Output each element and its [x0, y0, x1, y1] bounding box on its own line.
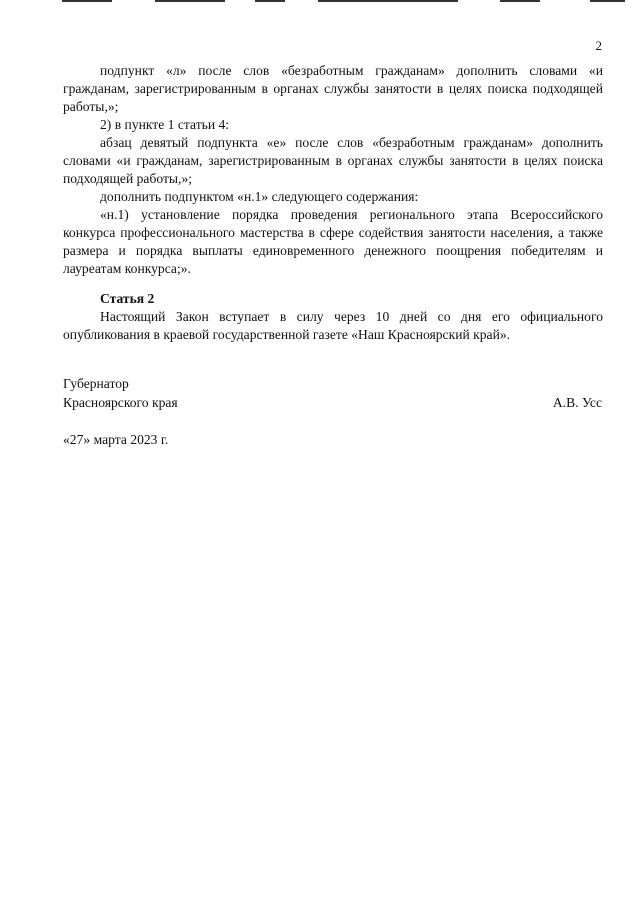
- signature-title-line: Красноярского края: [63, 395, 178, 410]
- article-heading: Статья 2: [100, 291, 155, 306]
- paragraph: подпункт «л» после слов «безработным гражданам» дополнить словами «и гражданам, зарегистрированным в органах службы занятости в целях поиска подходящей работы,»;: [63, 63, 603, 114]
- page-number: 2: [595, 38, 602, 53]
- scan-line: [62, 0, 112, 2]
- paragraph: абзац девятый подпункта «е» после слов «безработным гражданам» дополнить словами «и гражданам, зарегистрированным в органах службы занятости в целях поиска подходящей работы,»;: [63, 135, 603, 186]
- signature-title: [63, 374, 178, 412]
- signature-name: А.В. Усс: [552, 395, 602, 410]
- article-text: Настоящий Закон вступает в силу через 10 дней со дня его официального опубликования в краевой государственной газете «Наш Красноярский край».: [63, 309, 603, 342]
- article-2: [63, 290, 603, 344]
- scan-line: [255, 0, 285, 2]
- paragraph: дополнить подпунктом «н.1» следующего содержания:: [100, 189, 419, 204]
- scan-line: [155, 0, 225, 2]
- paragraph: 2) в пункте 1 статьи 4:: [100, 117, 230, 132]
- signature-date: «27» марта 2023 г.: [63, 432, 169, 447]
- document-body: [63, 62, 603, 278]
- scan-line: [318, 0, 458, 2]
- paragraph: «н.1) установление порядка проведения регионального этапа Всероссийского конкурса профессионального мастерства в сфере содействия занятости населения, а также размера и порядка выплаты единовременного денежного поощрения победителям и лауреатам конкурса;».: [63, 207, 603, 276]
- signature-title-line: Губернатор: [63, 376, 129, 391]
- scan-line: [500, 0, 540, 2]
- scan-line: [590, 0, 625, 2]
